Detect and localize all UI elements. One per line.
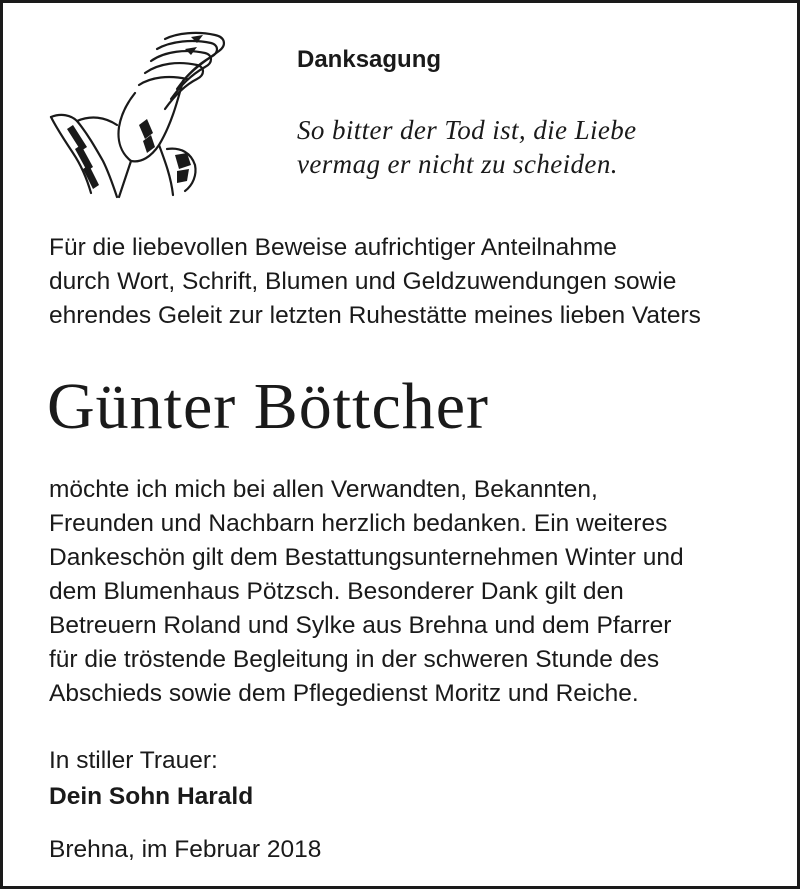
- notice-heading: Danksagung: [297, 46, 442, 73]
- thanks-line: Betreuern Roland und Sylke aus Brehna und dem Pfarrer: [49, 612, 672, 639]
- signer-name: Dein Sohn Harald: [49, 783, 254, 810]
- thanks-paragraph: [49, 473, 684, 711]
- thanks-line: für die tröstende Begleitung in der schweren Stunde des: [49, 646, 660, 673]
- thanks-line: Freunden und Nachbarn herzlich bedanken. Ein weiteres: [49, 510, 668, 537]
- deceased-name: Günter Böttcher: [47, 370, 490, 443]
- intro-line: durch Wort, Schrift, Blumen und Geldzuwendungen sowie: [49, 268, 677, 295]
- thanks-line: Dankeschön gilt dem Bestattungsunternehmen Winter und: [49, 544, 684, 571]
- praying-hands-icon: [47, 29, 237, 201]
- mourning-block: [49, 743, 253, 815]
- intro-line: Für die liebevollen Beweise aufrichtiger Anteilnahme: [49, 234, 617, 261]
- verse-line: vermag er nicht zu scheiden.: [297, 149, 618, 179]
- intro-paragraph: [49, 231, 701, 333]
- verse-line: So bitter der Tod ist, die Liebe: [297, 115, 637, 145]
- thanks-line: Abschieds sowie dem Pflegedienst Moritz und Reiche.: [49, 680, 639, 707]
- thanks-line: dem Blumenhaus Pötzsch. Besonderer Dank gilt den: [49, 578, 624, 605]
- mourning-label: In stiller Trauer:: [49, 747, 218, 774]
- thanks-line: möchte ich mich bei allen Verwandten, Bekannten,: [49, 476, 598, 503]
- intro-line: ehrendes Geleit zur letzten Ruhestätte meines lieben Vaters: [49, 302, 701, 329]
- verse-quote: [297, 113, 637, 181]
- place-date: Brehna, im Februar 2018: [49, 836, 322, 863]
